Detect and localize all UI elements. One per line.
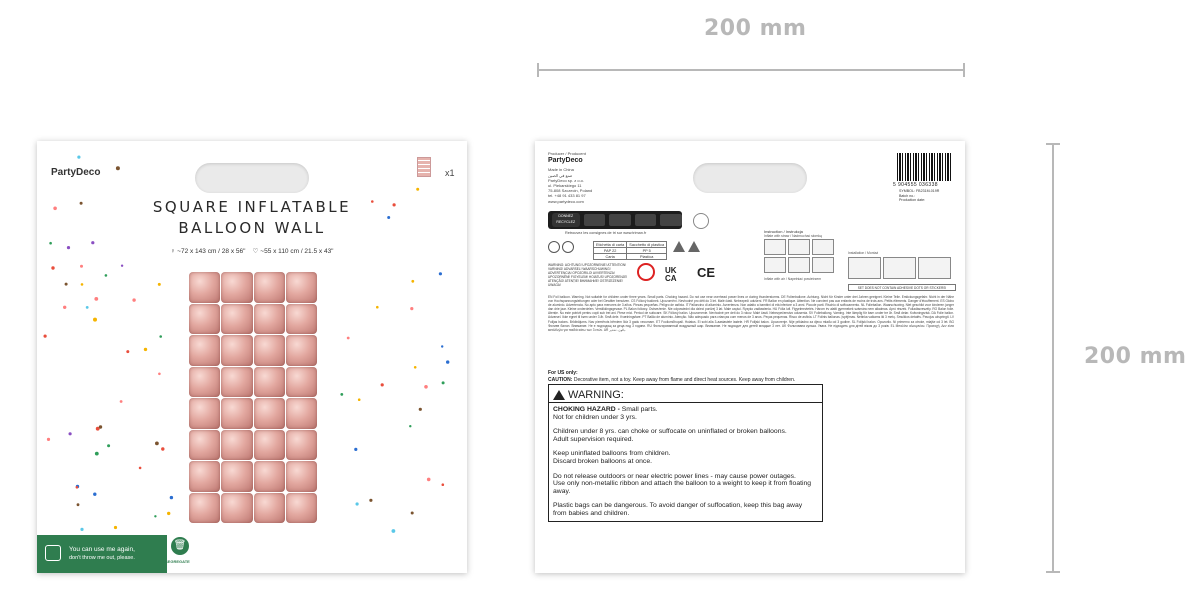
balloon-square — [286, 304, 317, 335]
confetti-dot — [427, 478, 431, 482]
deflated-size: ~55 x 110 cm / 21.5 x 43" — [260, 248, 334, 255]
warning-divider — [549, 402, 822, 403]
us-only-label: For US only: — [548, 370, 578, 376]
brand-logo: PartyDeco — [51, 167, 101, 178]
confetti-dot — [442, 381, 445, 384]
confetti-dot — [80, 528, 83, 531]
balloon-square — [254, 272, 285, 303]
balloon-square — [221, 335, 252, 366]
instruction-step — [788, 257, 810, 273]
warning-paragraph — [553, 502, 819, 517]
made-in: Made in China — [548, 167, 574, 173]
confetti-dot — [121, 265, 123, 267]
confetti-dot — [381, 383, 384, 386]
balloon-square — [286, 493, 317, 524]
confetti-dot — [409, 425, 411, 427]
deflated-balloon-icon: ♡ — [252, 248, 259, 255]
reuse-icon — [45, 545, 61, 561]
confetti-dot — [392, 529, 396, 533]
instruction-step — [812, 239, 834, 255]
confetti-dot — [354, 448, 357, 451]
barcode-info — [899, 189, 939, 203]
donnez-recyclez-badge — [552, 213, 580, 227]
installation-step — [883, 257, 916, 279]
para-4-line-1: Plastic bags can be dangerous. To avoid danger of suffocation, keep this bag away — [553, 502, 803, 510]
instruction-step — [812, 257, 834, 273]
confetti-dot — [441, 345, 443, 347]
balloon-square — [221, 398, 252, 429]
ukca-line-1: UK — [665, 266, 677, 275]
balloon-square — [286, 398, 317, 429]
confetti-dot — [86, 306, 89, 309]
ukca-mark — [665, 267, 677, 283]
title-line-1: SQUARE INFLATABLE — [152, 198, 352, 216]
balloon-square — [189, 430, 220, 461]
confetti-dot — [158, 373, 161, 376]
confetti-dot — [76, 486, 79, 489]
hang-hole — [693, 163, 807, 193]
confetti-dot — [340, 393, 343, 396]
confetti-dot — [419, 408, 422, 411]
batch-line: Batch no.: — [899, 193, 916, 198]
confetti-dot — [356, 502, 359, 505]
material-name: Carta — [594, 254, 627, 260]
confetti-dot — [358, 398, 361, 401]
caution-text: Decorative item, not a toy. Keep away from flame and direct heat sources. Keep away from children. — [573, 377, 796, 383]
confetti-dot — [81, 283, 84, 286]
balloon-wall-image — [189, 272, 317, 523]
warning-paragraph — [553, 428, 819, 443]
width-dimension-label: 200 mm — [704, 16, 807, 41]
size-info — [37, 247, 467, 255]
confetti-dot — [446, 360, 449, 363]
quantity-label: x1 — [445, 168, 455, 178]
product-thumbnail-icon — [417, 157, 431, 177]
symbol-line: SYMBOL: FB231M-019R — [899, 189, 940, 193]
warning-triangle-icon — [553, 390, 565, 400]
para-4-line-2: from babies and children. — [553, 509, 630, 517]
choking-line-2: Not for children under 3 yrs. — [553, 413, 637, 421]
confetti-dot — [154, 515, 156, 517]
confetti-dot — [99, 425, 102, 428]
balloon-square — [254, 367, 285, 398]
balloon-square — [189, 367, 220, 398]
company-street: ul. Piekarskiego 11 — [548, 183, 582, 189]
recyclez-label: RECYCLEZ — [556, 220, 576, 224]
confetti-dot — [120, 400, 123, 403]
material-code: PP 5 — [627, 248, 667, 254]
balloon-square — [221, 304, 252, 335]
balloon-icon: ♀ — [170, 248, 176, 255]
production-line: Production date: — [899, 198, 926, 202]
confetti-dot — [159, 335, 162, 338]
company-city: 75-808 Szczecin, Poland — [548, 188, 593, 194]
instruction-title: Instruction / Instrukcja — [764, 229, 803, 234]
confetti-dot — [126, 350, 129, 353]
eco-line-2: don't throw me out, please. — [69, 555, 135, 561]
balloon-square — [189, 304, 220, 335]
eco-badge — [37, 535, 167, 573]
balloon-square — [286, 367, 317, 398]
balloon-square — [189, 335, 220, 366]
confetti-dot — [93, 318, 97, 322]
recycle-segment — [635, 214, 657, 226]
balloon-square — [286, 335, 317, 366]
para-3-line-2: Use only non-metallic ribbon and attach the balloon to a weight to keep it from floating away. — [553, 480, 812, 495]
warning-paragraph — [553, 473, 819, 496]
choking-rest: Small parts. — [621, 406, 658, 413]
recycle-segment — [660, 214, 682, 226]
balloon-square — [254, 398, 285, 429]
confetti-dot — [80, 265, 83, 268]
warning-heading — [553, 389, 819, 401]
confetti-dot — [77, 503, 80, 506]
balloon-square — [221, 430, 252, 461]
material-code: PAP 22 — [594, 248, 627, 254]
confetti-dot — [49, 242, 52, 245]
plastic-icon — [562, 241, 574, 253]
para-1-line-1: Children under 8 yrs. can choke or suffocate on uninflated or broken balloons. — [553, 428, 787, 436]
confetti-dot — [414, 366, 417, 369]
bin-icon: 🗑 — [171, 537, 189, 555]
paper-icon — [548, 241, 560, 253]
donnez-label: DONNEZ — [558, 214, 574, 218]
confetti-dot — [424, 385, 428, 389]
balloon-square — [189, 272, 220, 303]
confetti-dot — [69, 432, 72, 435]
confetti-dot — [161, 447, 164, 450]
confetti-dot — [44, 335, 47, 338]
balloon-square — [221, 272, 252, 303]
producer-block — [548, 151, 592, 204]
installation-pictograms — [848, 257, 951, 279]
confetti-dot — [51, 266, 54, 269]
pp-triangle-icon — [688, 241, 700, 252]
material-header: Etichetta di carta — [594, 242, 627, 248]
confetti-dot — [77, 156, 80, 159]
instruction-step — [764, 257, 786, 273]
front-card — [37, 141, 467, 573]
para-2-line-1: Keep uninflated balloons from children. — [553, 450, 671, 458]
warning-paragraph — [553, 450, 819, 465]
height-dimension-line — [1052, 143, 1054, 573]
confetti-dot — [158, 283, 161, 286]
ce-mark: CE — [697, 265, 716, 280]
balloon-square — [189, 398, 220, 429]
product-title — [37, 197, 467, 239]
company-phone: tel. +48 91 433 81 97 — [548, 193, 586, 199]
instruction-step — [764, 239, 786, 255]
confetti-dot — [144, 348, 147, 351]
hang-hole — [195, 163, 309, 193]
recycle-segment — [584, 214, 606, 226]
recycle-caption: Retrouvez les consignes de tri sur www.triman.fr — [565, 231, 647, 235]
warning-title: WARNING: — [568, 389, 624, 401]
recycle-loop-icon — [693, 213, 709, 229]
para-2-line-2: Discard broken balloons at once. — [553, 457, 652, 465]
confetti-dot — [91, 241, 94, 244]
instruction-subtitle-air: Inflate with air / Napełniać powietrzem — [764, 277, 822, 281]
confetti-dot — [107, 444, 110, 447]
pap-triangle-icon — [673, 241, 685, 252]
balloon-square — [189, 461, 220, 492]
title-line-2: BALLOON WALL — [178, 219, 326, 237]
balloon-square — [221, 493, 252, 524]
confetti-dot — [47, 438, 50, 441]
recycle-segment — [609, 214, 631, 226]
confetti-dot — [155, 442, 159, 446]
height-dimension-label: 200 mm — [1084, 344, 1187, 369]
installation-step — [848, 257, 881, 279]
brand-logo: PartyDeco — [548, 157, 583, 165]
confetti-dot — [114, 526, 117, 529]
installation-step — [918, 257, 951, 279]
material-icons — [548, 241, 588, 257]
no-children-icon — [637, 263, 655, 281]
confetti-dot — [170, 496, 173, 499]
balloon-square — [286, 272, 317, 303]
eco-line-1: You can use me again, — [69, 546, 135, 553]
confetti-dot — [139, 467, 142, 470]
ukca-line-2: CA — [665, 274, 677, 283]
para-1-line-2: Adult supervision required. — [553, 435, 634, 443]
back-card — [535, 141, 965, 573]
confetti-dot — [167, 512, 170, 515]
confetti-dot — [439, 272, 442, 275]
confetti-dot — [442, 483, 445, 486]
confetti-dot — [65, 283, 68, 286]
confetti-dot — [411, 512, 414, 515]
material-table — [593, 241, 667, 260]
confetti-dot — [94, 297, 98, 301]
instruction-pictograms — [764, 239, 834, 273]
set-note: SET DOES NOT CONTAIN ADHESIVE DOTS OR STICKERS! — [848, 284, 956, 291]
width-dimension-line — [537, 69, 965, 71]
para-3-line-1: Do not release outdoors or near electric power lines - may cause power outages. — [553, 472, 796, 480]
confetti-dot — [376, 306, 379, 309]
confetti-dot — [416, 188, 419, 191]
balloon-square — [286, 430, 317, 461]
instruction-subtitle: Inflate with straw / Nadmuchać słomką — [764, 234, 822, 238]
confetti-dot — [369, 499, 372, 502]
choking-line — [553, 406, 819, 414]
confetti-dot — [93, 493, 96, 496]
balloon-square — [254, 493, 285, 524]
balloon-square — [254, 304, 285, 335]
caution-label: CAUTION: — [548, 377, 573, 383]
fine-print: EN Foil balloon. Warning. Not suitable for children under three years. Small parts. Choking hazard. Do not use near overhead power lines or during thunderstorms. DE Folienballone. Achtung. Nicht für Kinder unter drei Jahren geeignet. Kleine Teile. Erstickungsgefahr. Nicht in der Nähe von Hochspannungsleitungen oder bei Gewitter benutzen. CS Fóliový balónek. Upozornění. Nevhodné pro děti do 3 let. Malé části. Nebezpečí udušení. FR Ballon en plastique. Attention. Ne convient pas aux enfants de moins de trois ans. Petits éléments. Danger d'étouffement. ES Globo de aluminio. Advertencia. No apto para menores de 3 años. Piezas pequeñas. Peligro de asfixia. IT Palloncino di alluminio. Avvertenza. Non adatto a bambini di età inferiore a 3 anni. Piccole parti. Rischio di soffocamento. NL Folieballon. Waarschuwing. Niet geschikt voor kinderen jonger dan drie jaar. Kleine onderdelen. Verstikkingsgevaar. PL Balon foliowy. Ostrzeżenie. Nie odpowiedni dla dzieci poniżej 3 lat. Małe części. Ryzyko zadławienia. HU Fólia lufi. Figyelmeztetés. Három év alatti gyermekek számára nem alkalmas. Apró részek. Fulladásveszély. RO Balon folie. Atenție. Nu este potrivit pentru copii sub trei ani. Piese mici. Pericol de sufocare. SK Fóliový balón. Upozornenie. Nevhodné pre deti do 3 rokov. Malé časti. Nebezpečenstvo udusenia. SV Folieballong. Varning. Inte lämplig för barn under tre år. Små delar. Kvävningsrisk. DA Folie ballon. Advarsel. Ikke egnet til børn under 3 år. Små dele. Kvælningsfare. PT Balão de alumínio. Atenção. Não adequado para crianças com menos de 3 anos. Peças pequenas. Risco de asfixia. LT Folinis balionas. Įspėjimas. Netinka vaikams iki 3 metų. Smulkios detalės. Pavojus užspringti. LV Folijas balons. Brīdinājums. Nav piemērots bērniem līdz 3 gadu vecumam. ET Fooliumõhupall. Hoiatus. Ei sobi alla 3-aastastele lastele. HR Folijski balon. Upozorenje. Nije prikladno za djecu mlađu od 3 godine. SL Folijski balon. Opozorilo. Ni primerno za otroke, mlajše od 3 let. BG Фолиев балон. Внимание. Не е подходящ за деца под 3 години. RU Фольгированный воздушный шар. Внимание. Не подходит для детей младше 3 лет. UK Фольгована кулька. Увага. Не підходить для дітей віком до 3 років. EL Μπαλόνι αλουμινίου. Προσοχή. Δεν είναι κατάλληλο για παιδιά κάτω των 3 ετών. AR بالون. تحذير. — [548, 295, 954, 332]
confetti-dot — [411, 280, 414, 283]
barcode-number: 5 904555 036338 — [893, 182, 938, 188]
producer-label: Producer / Producent — [548, 151, 586, 156]
balloon-square — [286, 461, 317, 492]
caution-line — [548, 377, 795, 383]
company-website: www.partydeco.com — [548, 198, 584, 204]
balloon-square — [254, 430, 285, 461]
confetti-dot — [63, 306, 66, 309]
pap-pp-icons — [673, 241, 709, 257]
confetti-dot — [410, 307, 413, 310]
balloon-square — [254, 461, 285, 492]
made-in-arabic: صنع في الصين — [548, 172, 573, 178]
confetti-dot — [132, 298, 135, 301]
inflated-size: ~72 x 143 cm / 28 x 56" — [177, 248, 246, 255]
confetti-dot — [347, 337, 350, 340]
barcode — [897, 153, 953, 181]
installation-title: Installation / Montaż — [848, 251, 879, 255]
balloon-square — [189, 493, 220, 524]
confetti-dot — [105, 274, 108, 277]
confetti-dot — [116, 166, 120, 170]
balloon-square — [221, 461, 252, 492]
balloon-square — [254, 335, 285, 366]
instruction-step — [788, 239, 810, 255]
material-header: Sacchetto di plastica — [627, 242, 667, 248]
company-name: PartyDeco sp. z o.o. — [548, 177, 585, 183]
confetti-dot — [95, 452, 99, 456]
material-name: Plastica — [627, 254, 667, 260]
segregate-label: SEGREGATE — [165, 559, 190, 564]
multilingual-warning: WARNING: ACHTUNG! UPOZORNENIE! ATTENTION! VARNING! ADVARSEL! WAARSCHUWING! ADVERTENCIA! OPOZORILO! AVVERTENZA! UPOZORNĚNÍ! FIGYELEM! HOIATUS! UPOZORENJE! ATENÇÃO! ATENȚIE! ВНИМАНИЕ! OSTRZEŻENIE! UWAGA! — [548, 263, 628, 287]
balloon-square — [221, 367, 252, 398]
choking-bold: CHOKING HAZARD - — [553, 406, 620, 413]
triman-recycle-bar — [548, 211, 682, 229]
warning-box — [548, 384, 823, 522]
